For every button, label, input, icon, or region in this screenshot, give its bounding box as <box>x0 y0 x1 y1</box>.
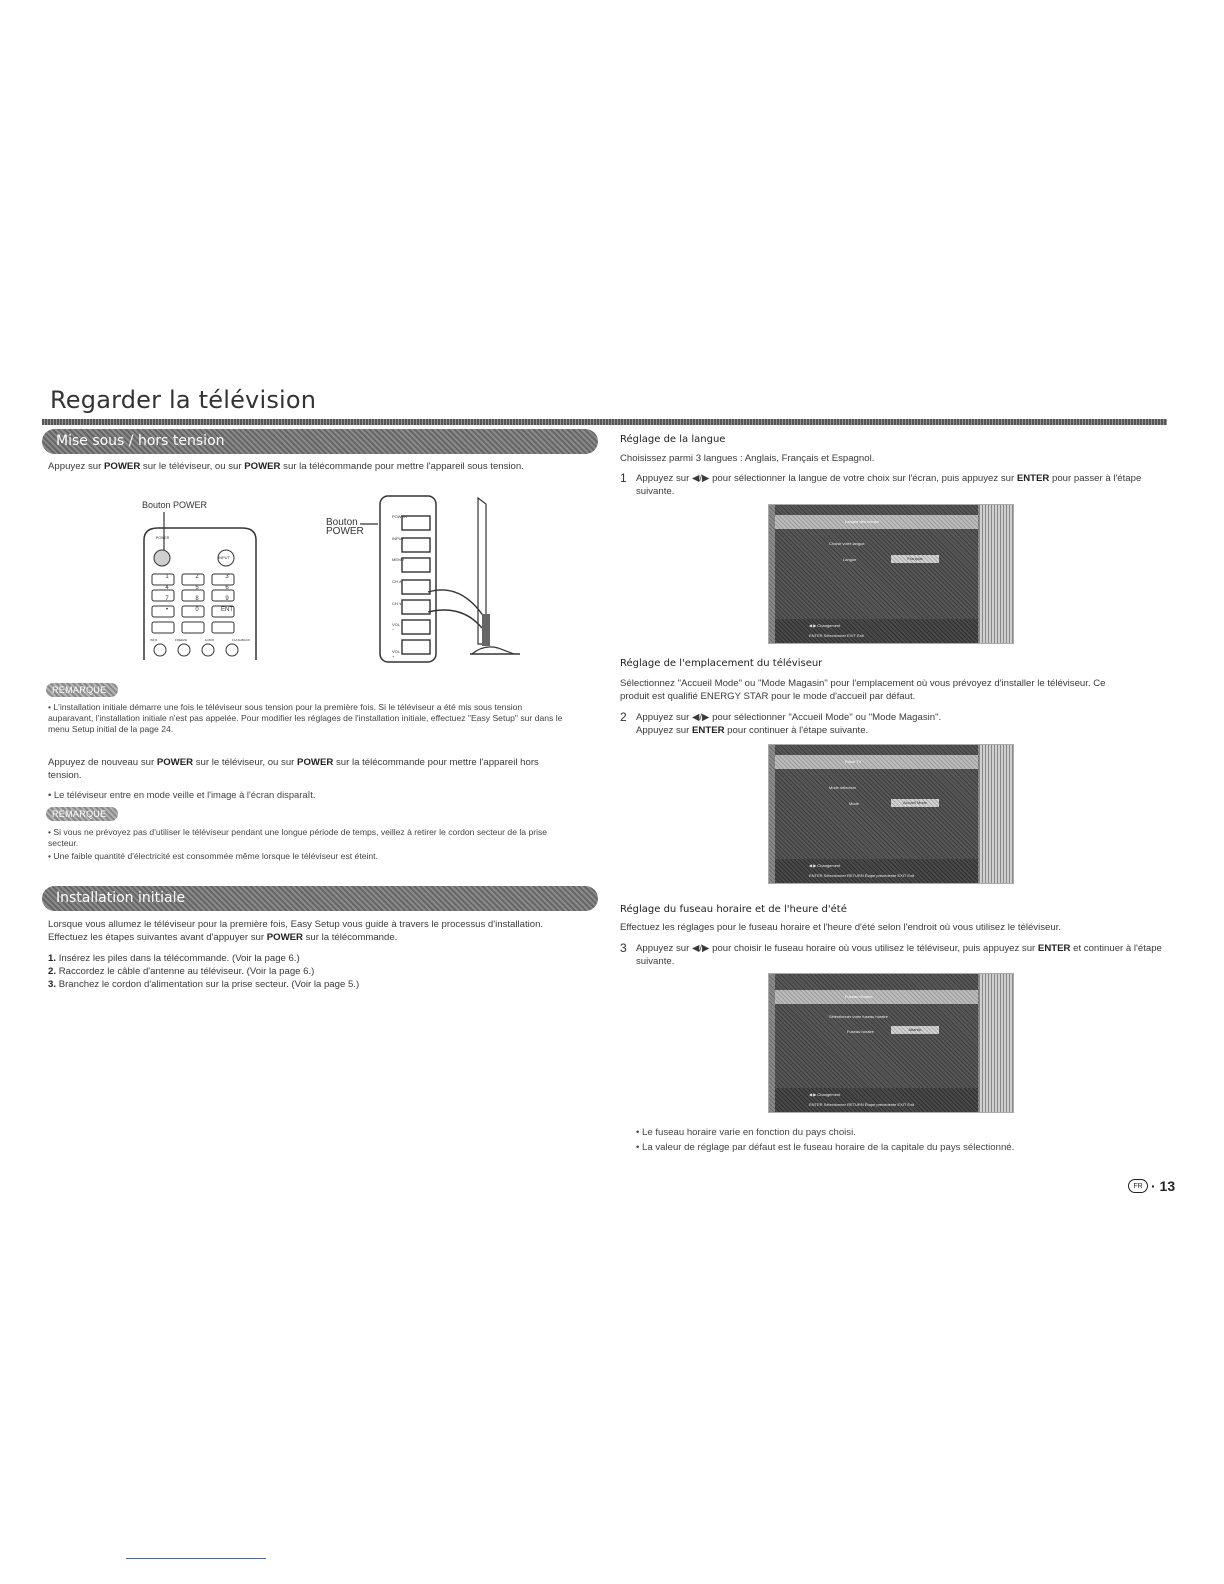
tv-power-callout: Bouton POWER <box>326 517 364 537</box>
tv-side-button-labels <box>392 514 408 659</box>
remote-power-callout: Bouton POWER <box>142 500 208 510</box>
note-2-bullet-1: • Si vous ne prévoyez pas d'utiliser le téléviseur pendant une longue période de temps, veillez à retirer le cordon secteur de la prise secteur. <box>48 827 548 848</box>
bottom-rule <box>126 1558 266 1559</box>
language-heading: Réglage de la langue <box>620 434 726 445</box>
language-screen-footer <box>775 619 978 643</box>
tv-label-menu: MENU <box>392 557 404 563</box>
remote-key-7: 7 <box>165 596 169 602</box>
timezone-screen-field: Fuseau horaire <box>847 1029 874 1034</box>
remote-key-3: 3 <box>225 574 229 580</box>
location-screen-footer <box>775 859 978 883</box>
remote-illustration <box>140 500 260 660</box>
location-step-text: Appuyez sur ◀/▶ pour sélectionner "Accueil Mode" ou "Mode Magasin". Appuyez sur ENTER pour continuer à l'étape suivante. <box>636 712 942 736</box>
language-screen-foot-2: ENTER Sélectionner EXIT Exit <box>809 633 864 638</box>
timezone-screen-selector: Atlantic <box>891 1026 939 1034</box>
location-screen-line: Mode sélection <box>829 785 856 790</box>
language-screen-title: Langue des menus <box>775 515 978 529</box>
install-steps <box>48 952 568 991</box>
tv-label-vol-down: VOL − <box>392 622 400 633</box>
tv-label-vol-up: VOL + <box>392 648 400 659</box>
note-1-text: • L'installation initiale démarre une fois le téléviseur sous tension pour la première fois. Si le téléviseur a été mis sous tension auparavant, l'installation initiale n'est pas appelée. Pour modifier les réglages de l'installation initiale, effectuez "Easy Setup" sur dans le menu Setup initial de la page 24. <box>48 702 563 734</box>
timezone-bullet-2: • La valeur de réglage par défaut est le fuseau horaire de la capitale du pays sélectionné. <box>636 1142 1015 1153</box>
language-step-text: Appuyez sur ◀/▶ pour sélectionner la langue de votre choix sur l'écran, puis appuyez sur ENTER pour passer à l'étape suivante. <box>636 473 1142 497</box>
remote-key-info: INFO <box>150 638 158 642</box>
timezone-screen-footer <box>775 1088 978 1112</box>
section-header-power-label: Mise sous / hors tension <box>56 433 225 449</box>
tv-illustration <box>322 494 522 664</box>
section-header-install-label: Installation initiale <box>56 890 186 906</box>
location-screen-foot-1: ◀ ▶ Changement <box>809 863 841 868</box>
install-intro: Lorsque vous allumez le téléviseur pour la première fois, Easy Setup vous guide à travers le processus d'installation. Effectuez les étapes suivantes avant d'appuyer sur POWER sur la télécommande. <box>48 919 544 943</box>
location-intro: Sélectionnez "Accueil Mode" ou "Mode Magasin" pour l'emplacement où vous prévoyez d'installer le téléviseur. Ce produit est qualifié ENERGY STAR pour le mode d'accueil par défaut. <box>620 678 1106 702</box>
remote-key-audio: AUDIO <box>204 638 215 642</box>
remote-key-8: 8 <box>195 596 199 602</box>
language-intro: Choisissez parmi 3 langues : Anglais, Français et Espagnol. <box>620 453 875 464</box>
timezone-screen-line: Sélectionner votre fuseau horaire <box>829 1014 888 1019</box>
tv-drawing <box>322 494 522 664</box>
language-step-number: 1 <box>620 471 627 485</box>
power-off-text: Appuyez de nouveau sur POWER sur le téléviseur, ou sur POWER sur la télécommande pour mettre l'appareil hors tension. <box>48 757 539 781</box>
page-footer <box>1128 1178 1175 1194</box>
location-screen-title: Place TV <box>775 755 978 769</box>
remote-key-4: 4 <box>165 585 169 591</box>
location-screen <box>768 744 1014 884</box>
install-step: 2. Raccordez le câble d'antenne au téléviseur. (Voir la page 6.) <box>48 966 315 977</box>
remote-key-2: 2 <box>195 574 199 580</box>
timezone-screen-title: Fuseau Horaire <box>775 990 978 1004</box>
language-screen-field: Langue <box>843 557 857 562</box>
tv-label-input: INPUT <box>392 535 404 541</box>
remote-key-9: 9 <box>225 596 229 602</box>
install-step: 3. Branchez le cordon d'alimentation sur la prise secteur. (Voir la page 5.) <box>48 979 360 990</box>
language-screen-line: Choisir votre langue <box>829 541 865 546</box>
page-title: Regarder la télévision <box>50 386 317 414</box>
remote-key-flashback: FLASHBACK <box>232 638 250 642</box>
tv-label-ch-up: CH ∧ <box>392 578 402 584</box>
location-screen-field: Mode <box>849 801 860 806</box>
power-off-bullet: • Le téléviseur entre en mode veille et l'image à l'écran disparaît. <box>48 789 316 800</box>
install-step: 1. Insérez les piles dans la télécommande. (Voir la page 6.) <box>48 953 300 964</box>
title-rule <box>42 419 1167 425</box>
remote-key-power: POWER <box>156 536 170 540</box>
section-header-install <box>42 886 598 911</box>
location-heading: Réglage de l'emplacement du téléviseur <box>620 658 823 669</box>
location-step-number: 2 <box>620 710 627 724</box>
remote-key-freeze: FREEZE <box>175 638 187 642</box>
location-screen-foot-2: ENTER Sélectionner RETURN Étape précédente EXIT Exit <box>809 873 915 878</box>
remote-key-input: INPUT <box>218 555 230 560</box>
remote-key-6: 6 <box>225 585 229 591</box>
location-screen-stripes <box>979 745 1013 883</box>
language-screen-foot-1: ◀ ▶ Changement <box>809 623 841 628</box>
remote-key-0: 0 <box>195 607 199 613</box>
remote-key-ent: ENT <box>221 607 233 613</box>
remote-key-1: 1 <box>165 574 169 580</box>
remote-number-pad <box>152 574 236 613</box>
timezone-heading: Réglage du fuseau horaire et de l'heure d'été <box>620 904 847 915</box>
remote-bottom-keys <box>150 638 250 642</box>
timezone-intro: Effectuez les réglages pour le fuseau horaire et l'heure d'été selon l'endroit où vous utilisez le téléviseur. <box>620 922 1062 933</box>
note-badge-2: REMARQUE <box>46 807 118 821</box>
timezone-bullet-1: • Le fuseau horaire varie en fonction du pays choisi. <box>636 1127 856 1138</box>
remote-key-dot: • <box>165 607 169 613</box>
note-badge-1: REMARQUE <box>46 683 118 697</box>
timezone-screen-foot-1: ◀ ▶ Changement <box>809 1092 841 1097</box>
language-screen-stripes <box>979 505 1013 643</box>
tv-label-ch-down: CH ∨ <box>392 600 402 606</box>
section-header-power <box>42 429 598 454</box>
timezone-step-text: Appuyez sur ◀/▶ pour choisir le fuseau horaire où vous utilisez le téléviseur, puis appuyez sur ENTER et continuer à l'étape suivante. <box>636 943 1162 967</box>
power-intro: Appuyez sur POWER sur le téléviseur, ou sur POWER sur la télécommande pour mettre l'appareil sous tension. <box>48 461 524 472</box>
language-screen <box>768 504 1014 644</box>
fr-language-icon: FR <box>1128 1179 1148 1193</box>
timezone-screen-foot-2: ENTER Sélectionner RETURN Étape précédente EXIT Exit <box>809 1102 915 1107</box>
location-screen-selector: Accueil Mode <box>891 799 939 807</box>
timezone-step-number: 3 <box>620 941 627 955</box>
note-2-bullet-2: • Une faible quantité d'électricité est consommée même lorsque le téléviseur est éteint. <box>48 851 378 861</box>
timezone-screen-stripes <box>979 974 1013 1112</box>
timezone-screen <box>768 973 1014 1113</box>
remote-key-5: 5 <box>195 585 199 591</box>
page-number: · 13 <box>1151 1178 1176 1194</box>
tv-label-power: POWER <box>392 514 408 519</box>
language-screen-selector: Français <box>891 555 939 563</box>
